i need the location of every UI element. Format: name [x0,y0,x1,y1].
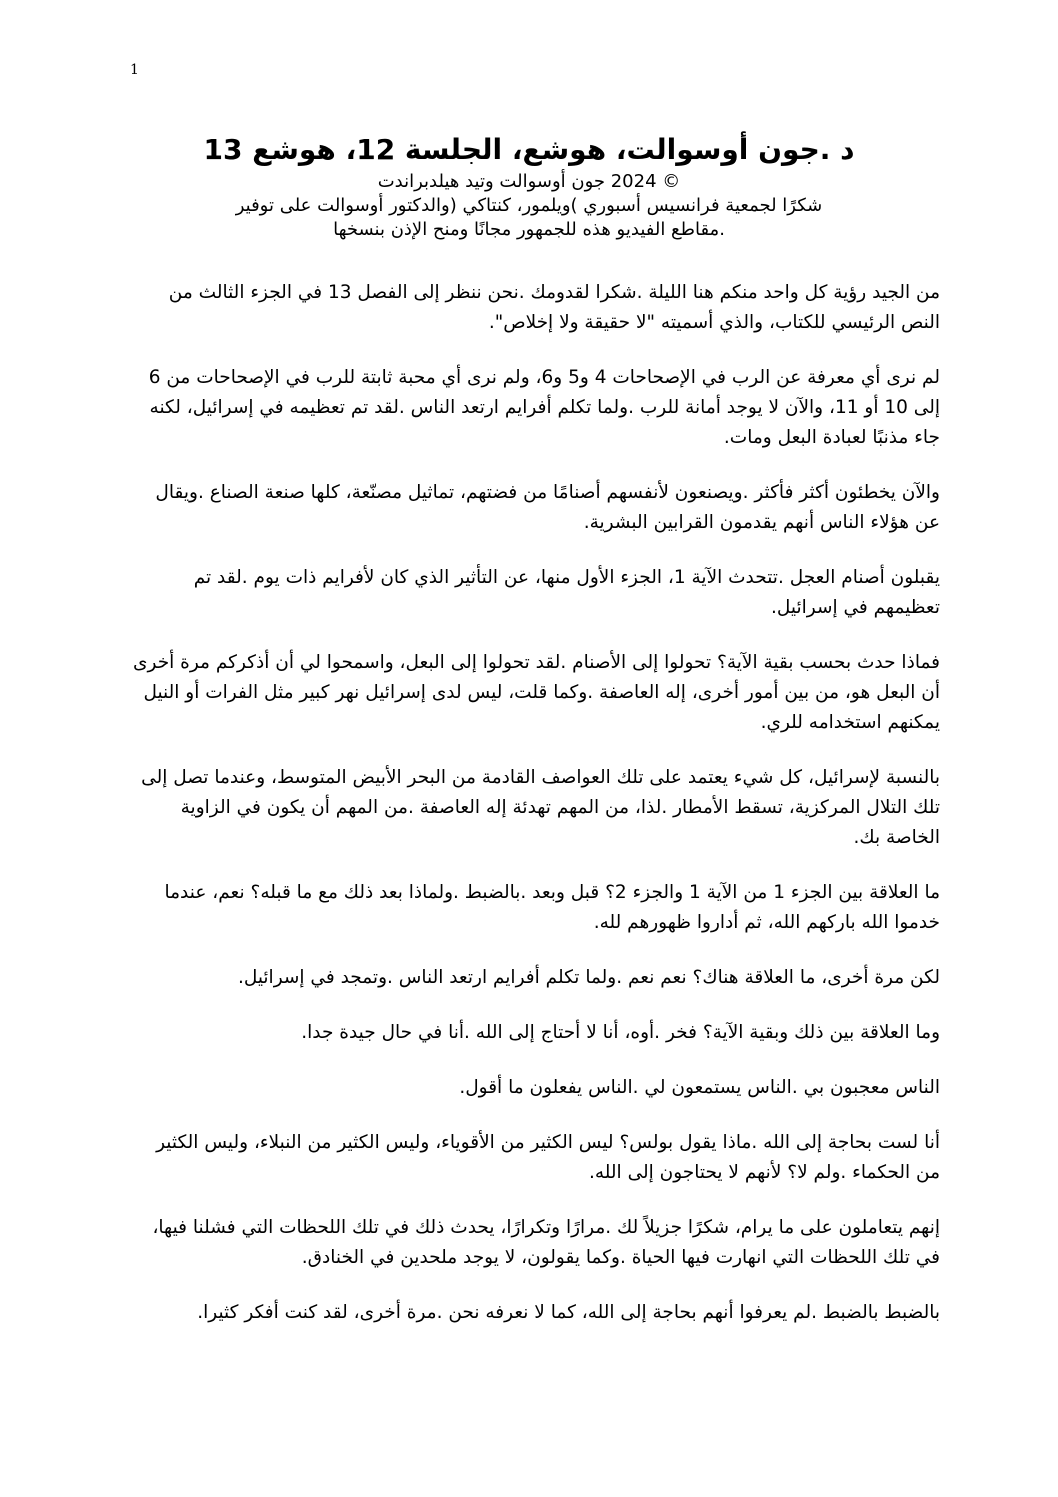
paragraph-8: لكن مرة أخرى، ما العلاقة هناك؟ نعم نعم .ولما تكلم أفرايم ارتعد الناس .وتمجد في إسرائيل. [237,967,940,988]
paragraph-2: لم نرى أي معرفة عن الرب في الإصحاحات 4 و5 و6، ولم نرى أي محبة ثابتة للرب في الإصحاحات من 6 إلى 10 أو 11، والآن لا يوجد أمانة للرب .ولما تكلم أفرايم ارتعد الناس .لقد تم تعظيمه في إسرائيل، لكنه جاء مذنبًا لعبادة البعل ومات. [148,367,940,448]
paragraph-4: يقبلون أصنام العجل .تتحدث الآية 1، الجزء الأول منها، عن التأثير الذي كان لأفرايم ذات يوم .لقد تم تعظيمهم في إسرائيل. [193,567,940,618]
paragraph-5: فماذا حدث بحسب بقية الآية؟ تحولوا إلى الأصنام .لقد تحولوا إلى البعل، واسمحوا لي أن أذكركم مرة أخرى أن البعل هو، من بين أمور أخرى، إله العاصفة .وكما قلت، ليس لدى إسرائيل نهر كبير مثل الفرات أو النيل يمكنهم استخدامه للري. [133,652,940,733]
paragraph-6: بالنسبة لإسرائيل، كل شيء يعتمد على تلك العواصف القادمة من البحر الأبيض المتوسط، وعندما تصل إلى تلك التلال المركزية، تسقط الأمطار .لذا، من المهم تهدئة إله العاصفة .من المهم أن يكون في الزاوية الخاصة بك. [141,767,940,848]
page-number: 1 [130,62,139,78]
credit-line-2: .مقاطع الفيديو هذه للجمهور مجانًا ومنح الإذن بنسخها [333,219,725,240]
document-body [132,278,940,1353]
paragraph-3: والآن يخطئون أكثر فأكثر .ويصنعون لأنفسهم أصنامًا من فضتهم، تماثيل مصنّعة، كلها صنعة الصناع .ويقال عن هؤلاء الناس أنهم يقدمون القرابين البشرية. [155,482,940,533]
paragraph-1: من الجيد رؤية كل واحد منكم هنا الليلة .شكرا لقدومك .نحن ننظر إلى الفصل 13 في الجزء الثالث من النص الرئيسي للكتاب، والذي أسميته "لا حقيقة ولا إخلاص". [168,282,940,333]
paragraph-10: الناس معجبون بي .الناس يستمعون لي .الناس يفعلون ما أقول. [459,1077,940,1098]
paragraph-12: إنهم يتعاملون على ما يرام، شكرًا جزيلاً لك .مرارًا وتكرارًا، يحدث ذلك في تلك اللحظات التي فشلنا فيها، في تلك اللحظات التي انهارت فيها الحياة .وكما يقولون، لا يوجد ملحدين في الخنادق. [152,1217,940,1268]
paragraph-11: أنا لست بحاجة إلى الله .ماذا يقول بولس؟ ليس الكثير من الأقوياء، وليس الكثير من النبلاء، وليس الكثير من الحكماء .ولم لا؟ لأنهم لا يحتاجون إلى الله. [156,1132,940,1183]
paragraph-9: وما العلاقة بين ذلك وبقية الآية؟ فخر .أوه، أنا لا أحتاج إلى الله .أنا في حال جيدة جدا. [301,1022,940,1043]
document-header [120,130,938,242]
credit-line-1: شكرًا لجمعية فرانسيس أسبوري )ويلمور، كنتاكي (والدكتور أوسوالت على توفير [235,195,823,216]
paragraph-13: بالضبط بالضبط .لم يعرفوا أنهم بحاجة إلى الله، كما لا نعرفه نحن .مرة أخرى، لقد كنت أفكر كثيرا. [197,1302,940,1323]
paragraph-7: ما العلاقة بين الجزء 1 من الآية 1 والجزء 2؟ قبل وبعد .بالضبط .ولماذا بعد ذلك مع ما قبله؟ نعم، عندما خدموا الله باركهم الله، ثم أداروا ظهورهم لله. [164,882,940,933]
copyright-line: © 2024 جون أوسوالت وتيد هيلدبراندت [377,171,681,192]
document-title: د .جون أوسوالت، هوشع، الجلسة 12، هوشع 13 [203,133,855,166]
